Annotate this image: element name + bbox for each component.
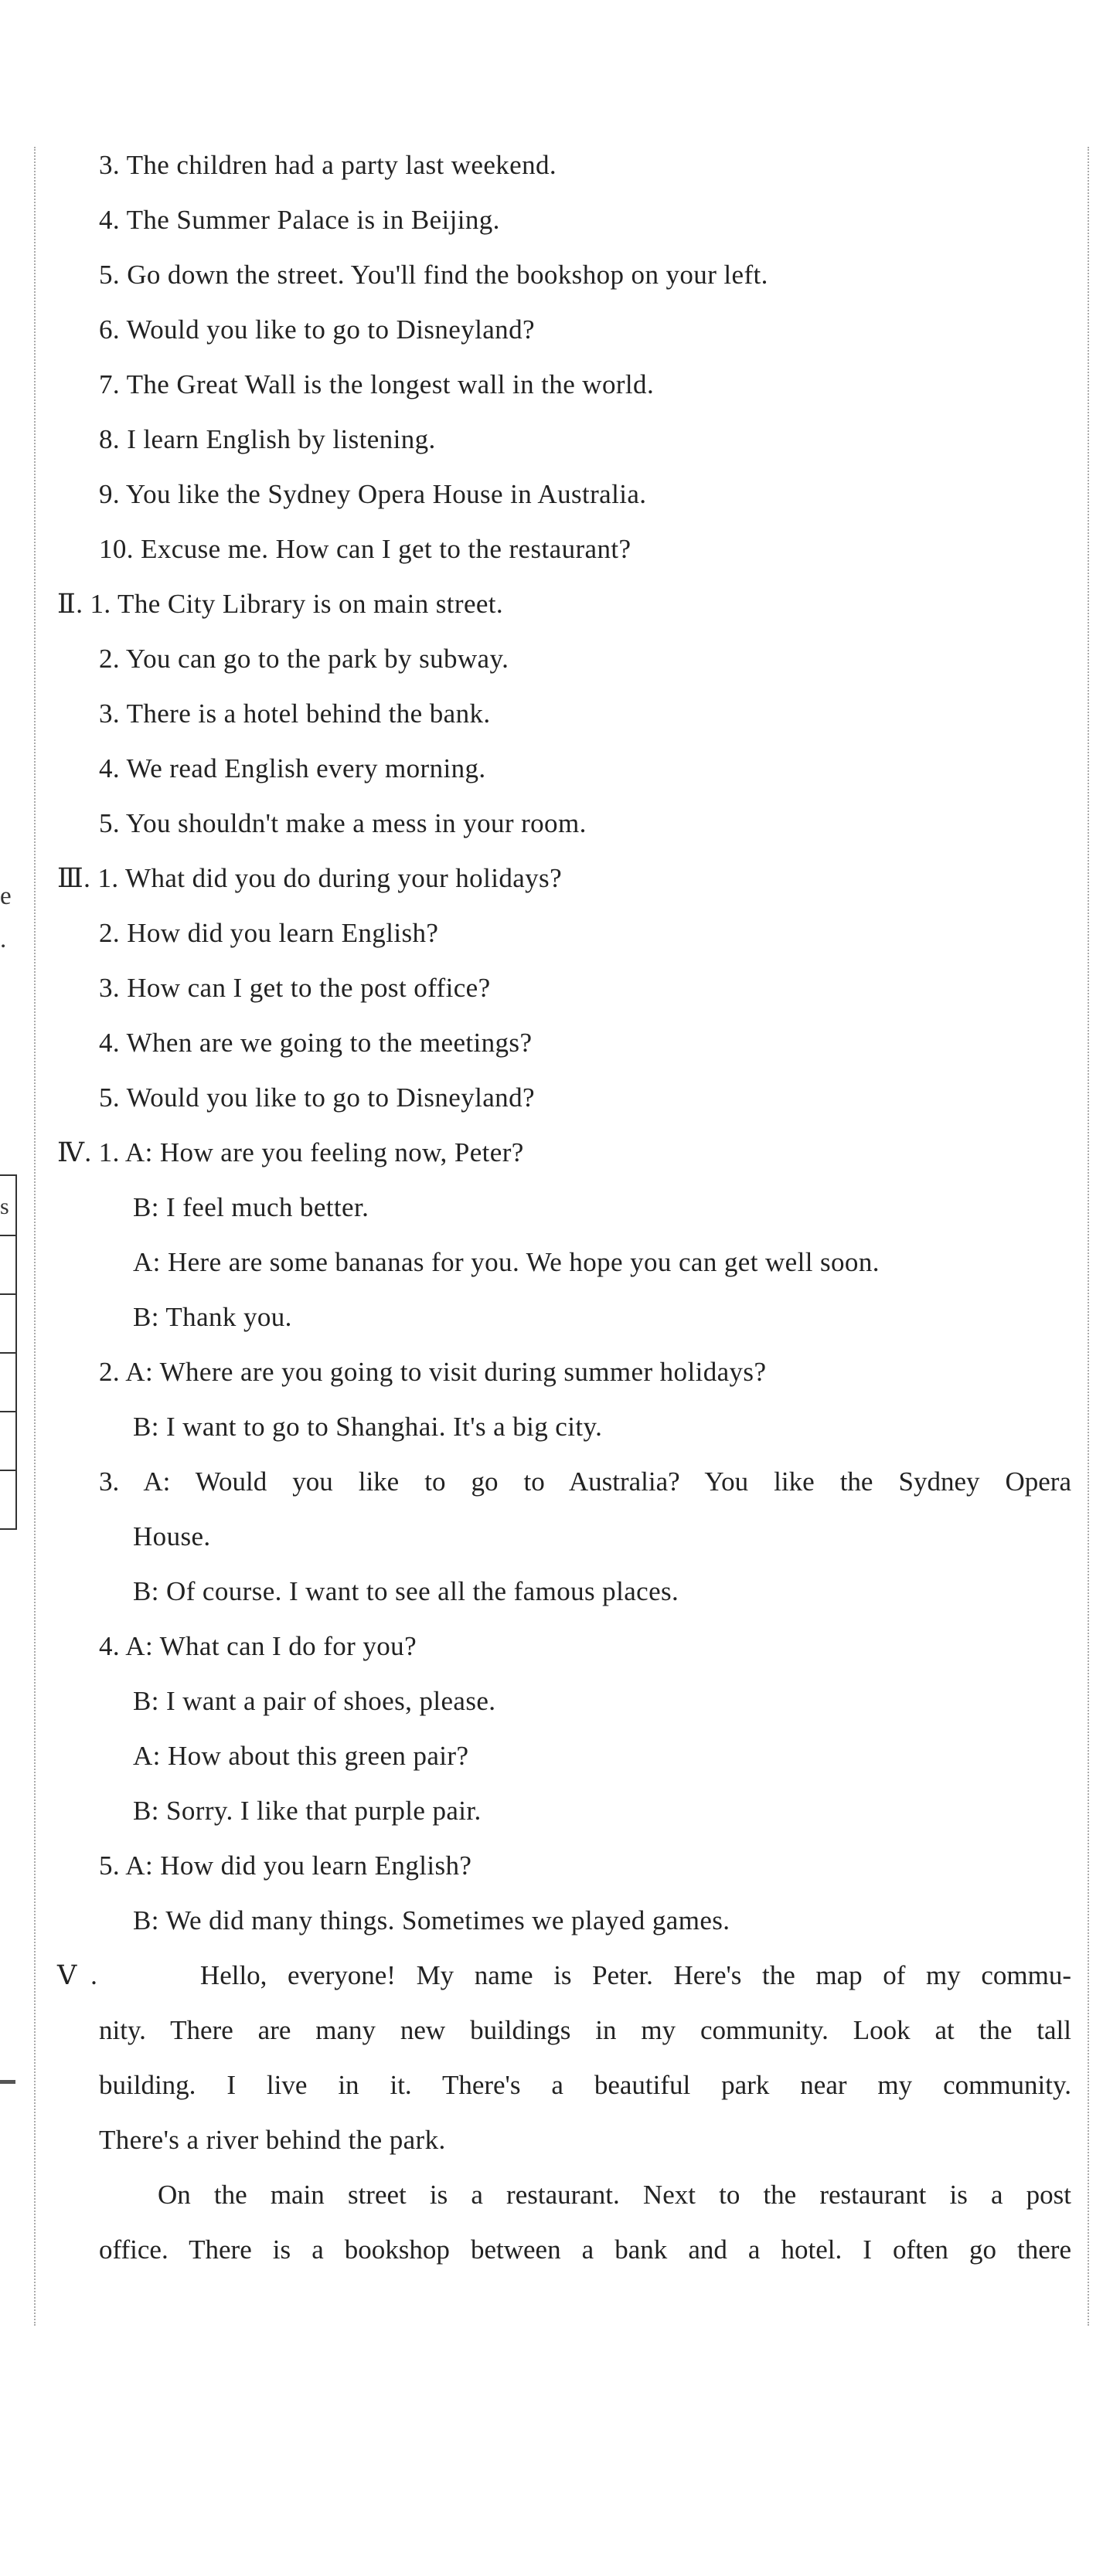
dialogue-line: 5. A: How did you learn English? [99, 1850, 472, 1881]
dialogue-line: B: Thank you. [133, 1302, 292, 1332]
dialogue-line: B: Of course. I want to see all the famous places. [133, 1576, 679, 1606]
margin-table-rule [0, 1235, 15, 1236]
left-dotted-rule [34, 147, 36, 2326]
section-ii-line: Ⅱ. 1. The City Library is on main street. [57, 589, 504, 619]
right-dotted-rule [1088, 147, 1089, 2326]
paragraph-line: There's a river behind the park. [99, 2125, 446, 2155]
margin-table-rule [0, 1293, 15, 1295]
margin-fragment-dot: . [0, 926, 7, 953]
answer-line: 3. How can I get to the post office? [99, 973, 491, 1003]
margin-table-letter: s [0, 1194, 9, 1219]
dialogue-line: B: I want to go to Shanghai. It's a big city. [133, 1412, 603, 1442]
answer-line: 9. You like the Sydney Opera House in Australia. [99, 479, 647, 509]
dialogue-line: 3. A: Would you like to go to Australia? You like the Sydney Opera [99, 1466, 1071, 1497]
section-iv-line: Ⅳ. 1. A: How are you feeling now, Peter? [57, 1137, 524, 1167]
dialogue-line: A: Here are some bananas for you. We hope you can get well soon. [133, 1247, 880, 1277]
paragraph-line: nity. There are many new buildings in my community. Look at the tall [99, 2015, 1071, 2045]
answer-line: 3. There is a hotel behind the bank. [99, 698, 491, 729]
answer-line: 7. The Great Wall is the longest wall in the world. [99, 369, 655, 399]
answer-line: 8. I learn English by listening. [99, 424, 436, 454]
margin-fragment-e: e [0, 882, 12, 910]
answer-line: 3. The children had a party last weekend. [99, 150, 557, 180]
dialogue-line: B: I want a pair of shoes, please. [133, 1686, 496, 1716]
dialogue-line: House. [133, 1521, 211, 1551]
answer-line: 4. When are we going to the meetings? [99, 1028, 533, 1058]
answer-line: 2. How did you learn English? [99, 918, 439, 948]
answer-line: 5. You shouldn't make a mess in your room. [99, 808, 587, 838]
margin-dash [0, 2080, 15, 2084]
answer-line: 2. You can go to the park by subway. [99, 644, 509, 674]
section-iii-line: Ⅲ. 1. What did you do during your holidays? [57, 863, 563, 893]
paragraph-line: On the main street is a restaurant. Next to the restaurant is a post [158, 2180, 1071, 2210]
dialogue-line: A: How about this green pair? [133, 1741, 469, 1771]
answer-line: 5. Would you like to go to Disneyland? [99, 1082, 535, 1113]
answer-line: 4. We read English every morning. [99, 753, 486, 783]
dialogue-line: 4. A: What can I do for you? [99, 1631, 417, 1661]
answer-line: 5. Go down the street. You'll find the bookshop on your left. [99, 260, 768, 290]
paragraph-line: building. I live in it. There's a beautiful park near my community. [99, 2070, 1071, 2100]
dialogue-line: B: Sorry. I like that purple pair. [133, 1796, 482, 1826]
section-v-paragraph-line: Ⅴ. Hello, everyone! My name is Peter. Here's the map of my commu- [57, 1960, 1071, 1990]
dialogue-line: B: I feel much better. [133, 1192, 369, 1222]
dialogue-line: 2. A: Where are you going to visit during summer holidays? [99, 1357, 767, 1387]
answer-line: 10. Excuse me. How can I get to the restaurant? [99, 534, 631, 564]
answer-line: 6. Would you like to go to Disneyland? [99, 314, 535, 345]
answer-line: 4. The Summer Palace is in Beijing. [99, 205, 500, 235]
margin-table-rule [0, 1352, 15, 1354]
paragraph-line: office. There is a bookshop between a bank and a hotel. I often go there [99, 2234, 1071, 2265]
margin-table-rule [0, 1470, 15, 1471]
dialogue-line: B: We did many things. Sometimes we played games. [133, 1905, 730, 1935]
margin-table-rule [0, 1411, 15, 1412]
